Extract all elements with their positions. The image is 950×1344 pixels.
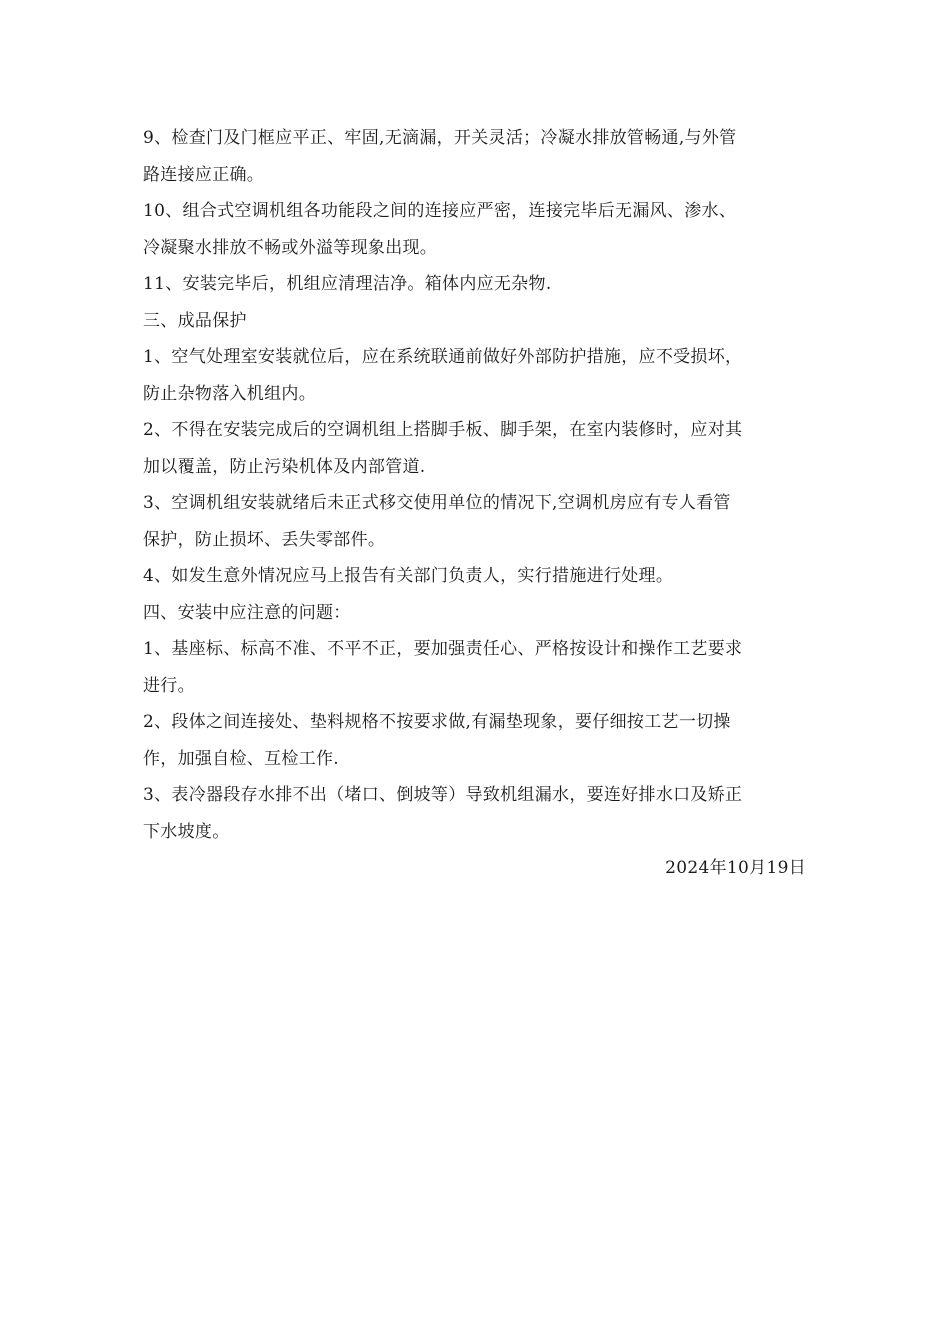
paragraph-line: 2、不得在安装完成后的空调机组上搭脚手板、脚手架，在室内装修时，应对其 [143, 420, 743, 440]
paragraph-line: 进行。 [143, 675, 195, 696]
paragraph-line: 路连接应正确。 [143, 164, 265, 185]
paragraph-line: 下水坡度。 [143, 821, 230, 842]
paragraph-line: 3、表冷器段存水排不出（堵口、倒坡等）导致机组漏水，要连好排水口及矫正 [143, 785, 743, 805]
paragraph-line: 冷凝聚水排放不畅或外溢等现象出现。 [143, 237, 438, 258]
paragraph-line: 4、如发生意外情况应马上报告有关部门负责人，实行措施进行处理。 [143, 566, 674, 586]
paragraph-line: 作，加强自检、互检工作. [143, 748, 340, 769]
document-body [143, 120, 806, 887]
paragraph-line: 9、检查门及门框应平正、牢固,无滴漏，开关灵活；冷凝水排放管畅通,与外管 [143, 128, 737, 148]
section-heading: 三、成品保护 [143, 310, 247, 331]
document-date: 2024年10月19日 [665, 858, 806, 878]
paragraph-line: 加以覆盖，防止污染机体及内部管道. [143, 456, 426, 477]
paragraph-line: 10、组合式空调机组各功能段之间的连接应严密，连接完毕后无漏风、渗水、 [143, 201, 737, 221]
paragraph-line: 保护，防止损坏、丢失零部件。 [143, 529, 386, 550]
paragraph-line: 3、空调机组安装就绪后未正式移交使用单位的情况下,空调机房应有专人看管 [143, 493, 731, 513]
paragraph-line: 11、安装完毕后，机组应清理洁净。箱体内应无杂物. [143, 274, 552, 294]
paragraph-line: 1、空气处理室安装就位后，应在系统联通前做好外部防护措施，应不受损坏， [143, 347, 743, 367]
paragraph-line: 1、基座标、标高不准、不平不正，要加强责任心、严格按设计和操作工艺要求 [143, 639, 743, 659]
section-heading: 四、安装中应注意的问题： [143, 602, 351, 623]
paragraph-line: 防止杂物落入机组内。 [143, 383, 316, 404]
paragraph-line: 2、段体之间连接处、垫料规格不按要求做,有漏垫现象，要仔细按工艺一切操 [143, 712, 731, 732]
